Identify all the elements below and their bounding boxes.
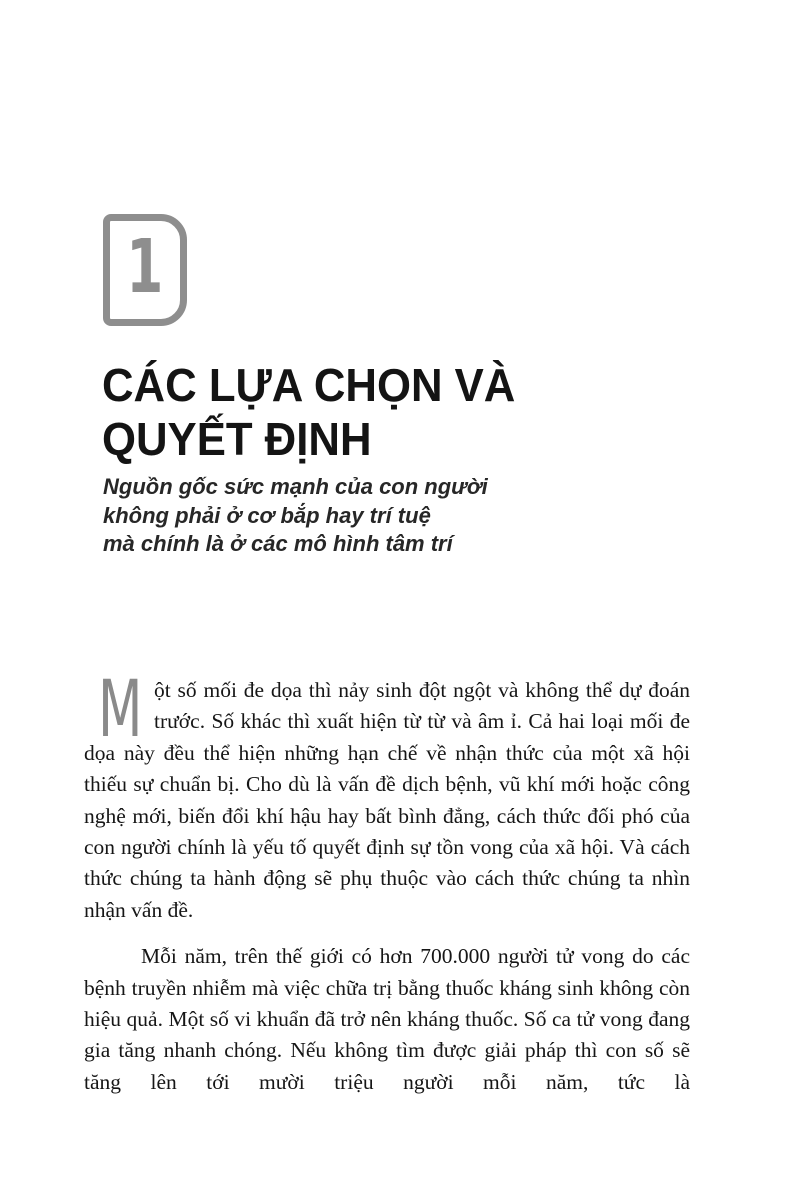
paragraph-1-text: ột số mối đe dọa thì nảy sinh đột ngột và không thể dự đoán trước. Số khác thì xuất hiện từ từ và âm ỉ. Cả hai loại mối đe dọa này đều thể hiện những hạn chế về nhận thức của một xã hội thiếu sự chuẩn bị. Cho dù là vấn đề dịch bệnh, vũ khí mới hoặc công nghệ mới, biến đổi khí hậu hay bất bình đẳng, cách thức đối phó của con người chính là yếu tố quyết định sự tồn vong của xã hội. Và cách thức chúng ta hành động sẽ phụ thuộc vào cách thức chúng ta nhìn nhận vấn đề. [84,678,690,922]
subtitle-line-1: Nguồn gốc sức mạnh của con người [103,474,488,499]
chapter-number-box [103,214,187,326]
paragraph-2: Mỗi năm, trên thế giới có hơn 700.000 người tử vong do các bệnh truyền nhiễm mà việc chữa trị bằng thuốc kháng sinh không còn hiệu quả. Một số vi khuẩn đã trở nên kháng thuốc. Số ca tử vong đang gia tăng nhanh chóng. Nếu không tìm được giải pháp thì con số sẽ tăng lên tới mười triệu người mỗi năm, tức là [84,944,690,1094]
body-text [84,665,690,1098]
chapter-subtitle [103,473,488,559]
chapter-number: 1 [126,224,164,310]
chapter-title-line-1: CÁC LỰA CHỌN VÀ [102,359,516,411]
paragraph-1 [84,665,690,926]
subtitle-line-3: mà chính là ở các mô hình tâm trí [103,531,453,557]
chapter-title [102,358,515,466]
chapter-title-line-2: QUYẾT ĐỊNH [102,413,372,465]
subtitle-line-2: không phải ở cơ bắp hay trí tuệ [103,502,431,528]
drop-cap [98,665,145,755]
drop-cap-letter: M [98,665,143,755]
